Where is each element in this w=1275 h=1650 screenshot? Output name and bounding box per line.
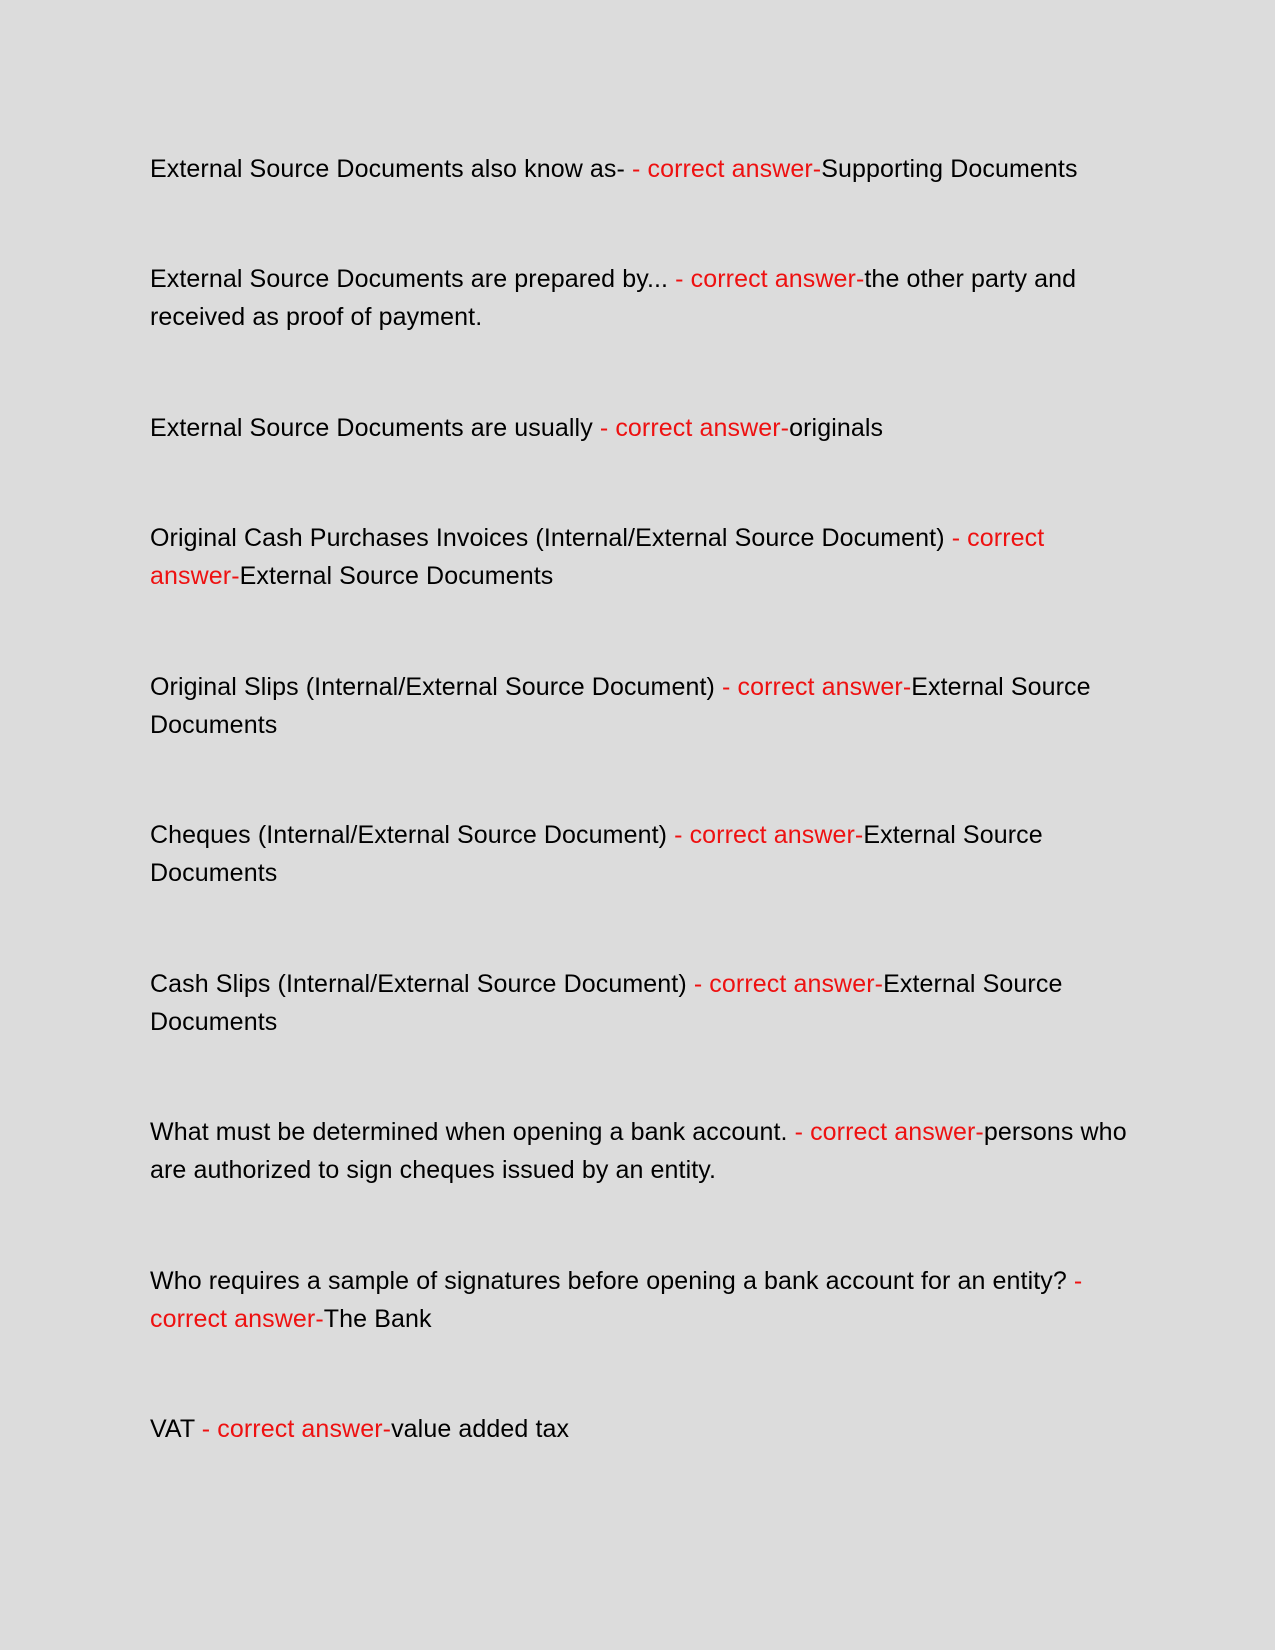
question-text: What must be determined when opening a bank account. (150, 1118, 788, 1146)
answer-text: External Source Documents (239, 562, 554, 590)
answer-text: External Source Documents (150, 970, 1063, 1036)
answer-text: External Source Documents (150, 673, 1091, 739)
answer-text: External Source Documents (150, 821, 1043, 887)
answer-text: persons who are authorized to sign cheques issued by an entity. (150, 1118, 1127, 1184)
answer-marker: - correct answer- (668, 265, 865, 293)
qa-item (150, 1410, 1130, 1448)
qa-item (150, 816, 1130, 892)
answer-marker: - correct answer- (667, 821, 864, 849)
answer-text: The Bank (323, 1305, 432, 1333)
qa-item (150, 260, 1130, 336)
question-text: External Source Documents are prepared by... (150, 265, 669, 293)
answer-marker: - correct answer- (624, 155, 822, 183)
answer-marker: - correct answer- (686, 970, 884, 998)
qa-item (150, 519, 1130, 595)
qa-item (150, 1113, 1130, 1189)
answer-text: the other party and received as proof of payment. (150, 265, 1077, 331)
question-text: External Source Documents also know as- (150, 155, 625, 183)
question-text: External Source Documents are usually (150, 414, 593, 442)
question-text: Original Slips (Internal/External Source Document) (150, 673, 715, 701)
qa-item (150, 1262, 1130, 1338)
answer-marker: - correct answer- (150, 1267, 1083, 1333)
answer-text: originals (789, 414, 884, 442)
answer-marker: - correct answer- (592, 414, 790, 442)
answer-marker: - correct answer- (194, 1415, 392, 1443)
qa-item (150, 150, 1130, 188)
qa-item (150, 668, 1130, 744)
question-text: VAT (150, 1415, 195, 1443)
answer-marker: - correct answer- (714, 673, 912, 701)
qa-item (150, 409, 1130, 447)
qa-item (150, 965, 1130, 1041)
question-text: Who requires a sample of signatures before opening a bank account for an entity? (150, 1267, 1067, 1295)
answer-marker: - correct answer- (150, 524, 1045, 590)
question-text: Cash Slips (Internal/External Source Document) (150, 970, 687, 998)
question-text: Cheques (Internal/External Source Document) (150, 821, 668, 849)
answer-marker: - correct answer- (787, 1118, 984, 1146)
question-text: Original Cash Purchases Invoices (Internal/External Source Document) (150, 524, 945, 552)
answer-text: value added tax (391, 1415, 570, 1443)
answer-text: Supporting Documents (821, 155, 1078, 183)
